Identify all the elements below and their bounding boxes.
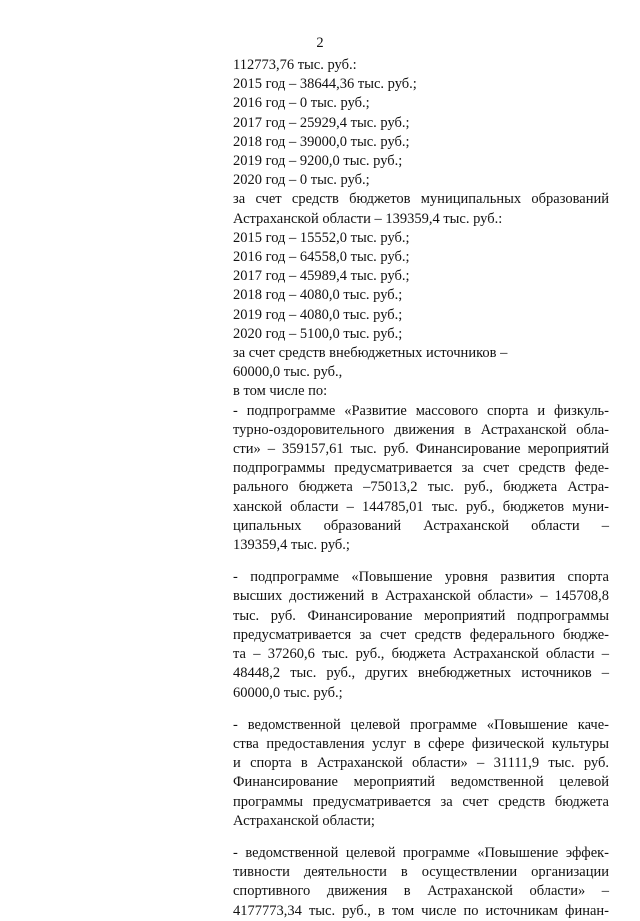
text-line: за счет средств внебюджетных источников – (233, 345, 508, 362)
text-line: Финансирование мероприятий ведомственной целевой (233, 774, 609, 791)
text-line: 2015 год – 38644,36 тыс. руб.; (233, 76, 417, 93)
text-line: Астраханской области; (233, 812, 375, 829)
municipal-funding-heading (233, 190, 609, 228)
text-line: программы предусматривается за счет средств бюджета (233, 793, 609, 810)
text-line: та – 37260,6 тыс. руб., бюджета Астраханской области – (233, 646, 609, 663)
subprogram-mass-sport-paragraph (233, 402, 609, 556)
text-line: - подпрограмме «Повышение уровня развития спорта (233, 569, 609, 586)
text-line: 2017 год – 25929,4 тыс. руб.; (233, 114, 410, 131)
paragraph-gap (233, 703, 609, 716)
text-line: 2020 год – 0 тыс. руб.; (233, 172, 370, 189)
text-line: 2017 год – 45989,4 тыс. руб.; (233, 268, 410, 285)
paragraph-gap (233, 831, 609, 844)
page-number: 2 (316, 35, 324, 51)
text-line: сти» – 359157,61 тыс. руб. Финансирование мероприятий (233, 441, 609, 458)
text-line: 139359,4 тыс. руб.; (233, 537, 350, 554)
text-line: тивности деятельности в осуществлении организации (233, 864, 609, 881)
text-line: 112773,76 тыс. руб.: (233, 57, 357, 73)
text-line: в том числе по: (233, 383, 328, 400)
municipal-funding-list (233, 229, 609, 344)
document-body (233, 56, 609, 921)
text-line: ства предоставления услуг в сфере физической культуры (233, 735, 609, 752)
text-line: турно-оздоровительного движения в Астраханской обла- (233, 421, 609, 438)
text-line: рального бюджета –75013,2 тыс. руб., бюджета Астра- (233, 479, 609, 496)
text-line: - ведомственной целевой программе «Повышение эффек- (233, 844, 609, 861)
text-line: - ведомственной целевой программе «Повышение каче- (233, 716, 609, 733)
text-line: 4177773,34 тыс. руб., в том числе по источникам финан- (233, 902, 609, 919)
text-line: 60000,0 тыс. руб.; (233, 684, 343, 701)
text-line: - подпрограмме «Развитие массового спорта и физкуль- (233, 402, 609, 419)
text-line: 2019 год – 4080,0 тыс. руб.; (233, 306, 403, 323)
text-line: тыс. руб. Финансирование мероприятий подпрограммы (233, 607, 609, 624)
text-line: 2016 год – 64558,0 тыс. руб.; (233, 249, 410, 266)
text-line: 2018 год – 39000,0 тыс. руб.; (233, 133, 410, 150)
text-line: 60000,0 тыс. руб., (233, 364, 343, 381)
text-line: и спорта в Астраханской области» – 31111,9 тыс. руб. (233, 755, 609, 772)
departmental-program-services-paragraph (233, 716, 609, 831)
text-line: ципальных образований Астраханской области – (233, 517, 609, 534)
text-line: спортивного движения в Астраханской области» – (233, 883, 609, 900)
subprogram-high-performance-sport-paragraph (233, 568, 609, 702)
text-line: 48448,2 тыс. руб., других внебюджетных источников – (233, 665, 609, 682)
text-line: Астраханской области – 139359,4 тыс. руб.: (233, 210, 503, 227)
text-line: подпрограммы предусматривается за счет средств феде- (233, 460, 609, 477)
paragraph-gap (233, 555, 609, 568)
text-line: 2016 год – 0 тыс. руб.; (233, 95, 370, 112)
text-line: предусматривается за счет средств федерального бюдже- (233, 626, 609, 643)
text-line: ханской области – 144785,01 тыс. руб., бюджетов муни- (233, 498, 609, 515)
departmental-program-efficiency-paragraph (233, 844, 609, 921)
text-line: за счет средств бюджетов муниципальных образований (233, 191, 609, 208)
extrabudget-funding (233, 344, 609, 402)
text-line: 2015 год – 15552,0 тыс. руб.; (233, 229, 410, 246)
text-line: высших достижений в Астраханской области» – 145708,8 (233, 588, 609, 605)
text-line: 2020 год – 5100,0 тыс. руб.; (233, 325, 403, 342)
text-line: 2019 год – 9200,0 тыс. руб.; (233, 153, 403, 170)
intro-funding-list (233, 56, 609, 190)
text-line: 2018 год – 4080,0 тыс. руб.; (233, 287, 403, 304)
